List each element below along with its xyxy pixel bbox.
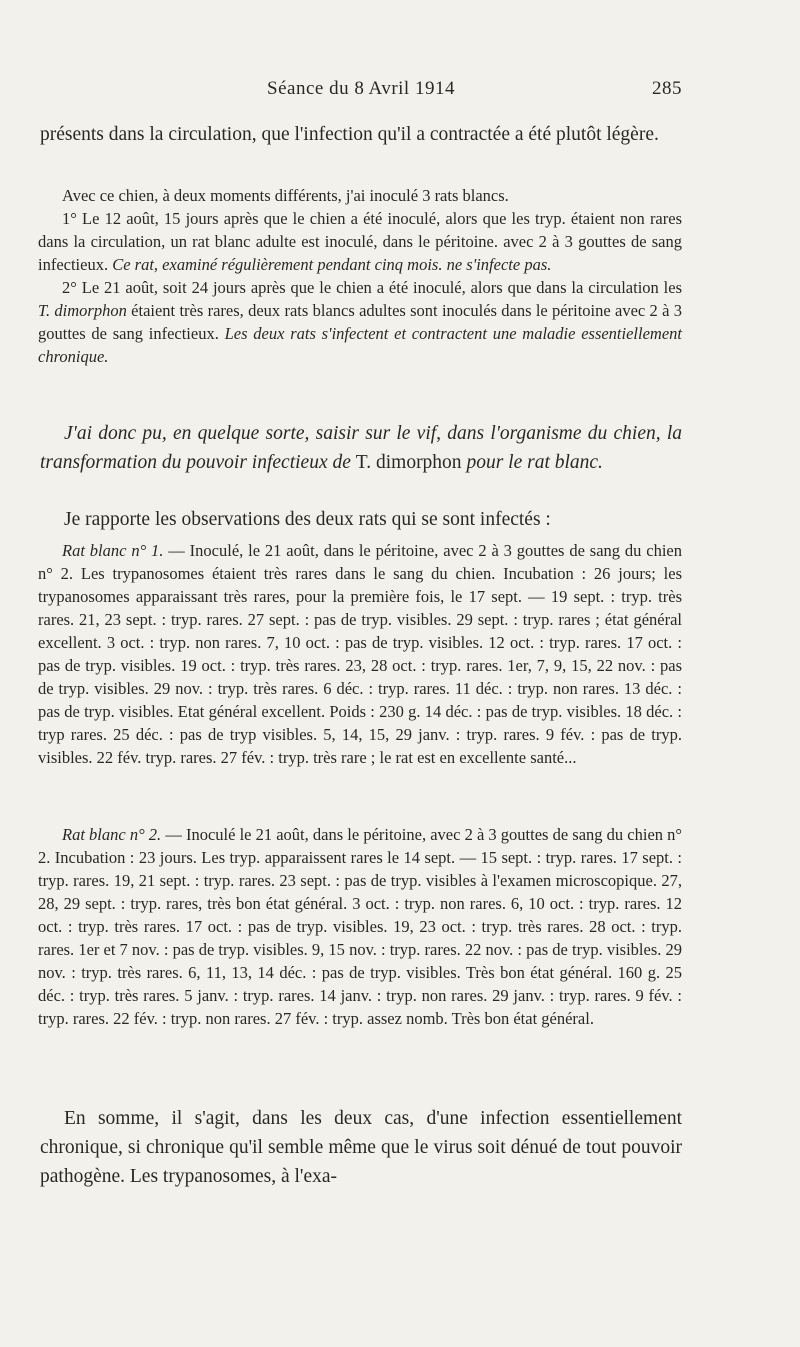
rat-1-observation	[38, 539, 682, 769]
case-2-text-b: étaient très rares, deux rats blancs adultes sont inoculés dans le péritoine avec 2 à 3 gouttes de sang infectieux.	[38, 301, 683, 343]
statement-paragraph	[40, 419, 682, 477]
page-number: 285	[652, 78, 682, 99]
case-2-species: T. dimorphon	[38, 301, 127, 320]
rat-2-label: Rat blanc n° 2.	[62, 825, 162, 844]
observations-intro: Je rapporte les observations des deux rats qui se sont infectés :	[64, 509, 551, 530]
rat-1-label: Rat blanc n° 1.	[62, 541, 164, 560]
case-1-paragraph	[38, 207, 682, 276]
experiment-intro: Avec ce chien, à deux moments différents, j'ai inoculé 3 rats blancs.	[62, 186, 509, 205]
running-title: Séance du 8 Avril 1914	[267, 78, 455, 99]
page-header	[40, 78, 682, 102]
intro-paragraph: présents dans la circulation, que l'infection qu'il a contractée a été plutôt légère.	[40, 124, 659, 145]
case-2-text-a: 2° Le 21 août, soit 24 jours après que le chien a été inoculé, alors que dans la circulation les	[62, 278, 682, 297]
statement-part-2: pour le rat blanc.	[466, 452, 603, 473]
statement-part-1: J'ai donc pu, en quelque sorte, saisir sur le vif, dans l'organisme du chien, la transformation du pouvoir infectieux de	[40, 423, 682, 473]
case-1-conclusion: Ce rat, examiné régulièrement pendant cinq mois. ne s'infecte pas.	[112, 255, 552, 274]
rat-1-text: — Inoculé, le 21 août, dans le péritoine, avec 2 à 3 gouttes de sang du chien n° 2. Les trypanosomes étaient très rares dans le sang du chien. Incubation : 26 jours; les trypanosomes apparaissant très rares, pour la première fois, le 17 sept. — 19 sept. : tryp. très rares. 21, 23 sept. : tryp. rares. 27 sept. : pas de tryp. visibles. 29 sept. : tryp. rares ; état général excellent. 3 oct. : tryp. non rares. 7, 10 oct. : pas de tryp. visibles. 12 oct. : tryp. rares. 17 oct. : pas de tryp. visibles. 19 oct. : tryp. très rares. 23, 28 oct. : tryp. rares. 1er, 7, 9, 15, 22 nov. : pas de tryp. visibles. 29 nov. : tryp. très rares. 6 déc. : tryp. rares. 11 déc. : tryp. non rares. 13 déc. : pas de tryp. visibles. Etat général excellent. Poids : 230 g. 14 déc. : pas de tryp. visibles. 18 déc. : tryp rares. 25 déc. : pas de tryp visibles. 5, 14, 15, 29 janv. : tryp. rares. 9 fév. : pas de tryp. visibles. 22 fév. tryp. rares. 27 fév. : tryp. très rare ; le rat est en excellente santé...	[38, 541, 682, 767]
statement-species: T. dimorphon	[355, 452, 462, 473]
case-2-paragraph	[38, 276, 682, 368]
conclusion-paragraph: En somme, il s'agit, dans les deux cas, d'une infection essentiellement chronique, si chronique qu'il semble même que le virus soit dénué de tout pouvoir pathogène. Les trypanosomes, à l'exa-	[40, 1108, 682, 1187]
rat-2-text: — Inoculé le 21 août, dans le péritoine, avec 2 à 3 gouttes de sang du chien n° 2. Incubation : 23 jours. Les tryp. apparaissent rares le 14 sept. — 15 sept. : tryp. rares. 17 sept. : tryp. rares. 19, 21 sept. : tryp. rares. 23 sept. : pas de tryp. visibles à l'examen microscopique. 27, 28, 29 sept. : tryp. rares, très bon état général. 3 oct. : tryp. non rares. 6, 10 oct. : tryp. rares. 12 oct. : tryp. très rares. 17 oct. : pas de tryp. visibles. 19, 23 oct. : tryp. très rares. 28 oct. : tryp. rares. 1er et 7 nov. : pas de tryp. visibles. 9, 15 nov. : tryp. rares. 22 nov. : pas de tryp. visibles. 29 nov. : tryp. très rares. 6, 11, 13, 14 déc. : pas de tryp. visibles. Très bon état général. 160 g. 25 déc. : tryp. très rares. 5 janv. : tryp. rares. 14 janv. : tryp. non rares. 29 janv. : tryp. rares. 9 fév. : tryp. rares. 22 fév. : tryp. non rares. 27 fév. : tryp. assez nomb. Très bon état général.	[38, 825, 682, 1028]
case-2-conclusion: Les deux rats s'infectent et contractent une maladie essentiellement chronique.	[38, 324, 682, 366]
experiment-section	[38, 184, 682, 368]
case-1-text: 1° Le 12 août, 15 jours après que le chien a été inoculé, alors que les tryp. étaient non rares dans la circulation, un rat blanc adulte est inoculé, dans le péritoine. avec 2 à 3 gouttes de sang infectieux.	[38, 209, 682, 274]
rat-2-observation	[38, 823, 682, 1030]
